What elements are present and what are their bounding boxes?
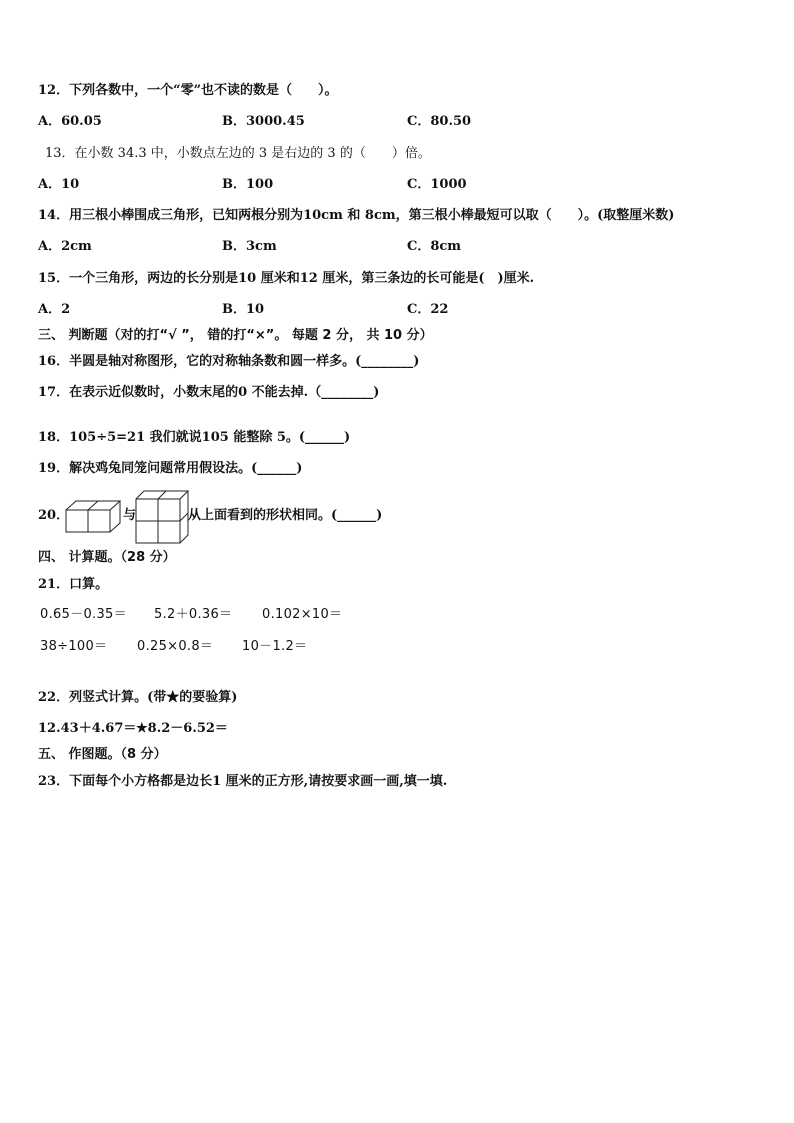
question-15-option-a: A．2: [38, 302, 71, 317]
vertical-calc-item-2: ★8.2－6.52＝: [136, 721, 228, 736]
mental-calc-item: 0.102×10＝: [262, 607, 343, 622]
question-14-stem: 14．用三根小棒围成三角形，已知两根分别为10cm 和 8cm，第三根小棒最短可以取（ ）。(取整厘米数): [38, 208, 675, 223]
mental-calc-item: 10－1.2＝: [242, 639, 308, 654]
question-12-option-b: B．3000.45: [222, 114, 305, 129]
vertical-calc-item-1: 12.43＋4.67＝: [38, 721, 137, 736]
mental-calc-item: 0.25×0.8＝: [137, 639, 214, 654]
question-16: 16．半圆是轴对称图形，它的对称轴条数和圆一样多。(________): [38, 354, 420, 369]
question-15-option-c: C．22: [407, 302, 449, 317]
question-21-stem: 21．口算。: [38, 577, 109, 592]
question-17: 17．在表示近似数时，小数末尾的0 不能去掉.（________): [38, 385, 380, 400]
question-20-connector: 与: [123, 508, 137, 523]
section-3-heading: 三、 判断题（对的打“√ ”， 错的打“×”。 每题 2 分， 共 10 分）: [38, 328, 433, 343]
two-cube-figure: [64, 498, 122, 536]
mental-calc-item: 5.2＋0.36＝: [154, 607, 233, 622]
question-15-stem: 15．一个三角形，两边的长分别是10 厘米和12 厘米，第三条边的长可能是( )厘米.: [38, 271, 535, 286]
question-20-tail: 从上面看到的形状相同。(______): [188, 508, 383, 523]
question-14-option-a: A．2cm: [38, 239, 92, 254]
question-13-option-b: B．100: [222, 177, 274, 192]
question-20-number: 20．: [38, 508, 70, 523]
question-13-stem: 13．在小数 34.3 中，小数点左边的 3 是右边的 3 的（ ）倍。: [45, 146, 431, 161]
question-13-option-a: A．10: [38, 177, 80, 192]
question-22-stem: 22．列竖式计算。(带★的要验算): [38, 690, 238, 705]
question-23: 23．下面每个小方格都是边长1 厘米的正方形,请按要求画一画,填一填.: [38, 774, 448, 789]
four-cube-figure: [134, 489, 190, 545]
question-18: 18．105÷5=21 我们就说105 能整除 5。(______): [38, 430, 351, 445]
question-15-option-b: B．10: [222, 302, 265, 317]
question-12-option-a: A．60.05: [38, 114, 102, 129]
question-14-option-b: B．3cm: [222, 239, 277, 254]
section-5-heading: 五、 作图题。（8 分）: [38, 747, 167, 762]
question-12-stem: 12．下列各数中，一个“零”也不读的数是（ ）。: [38, 83, 338, 98]
question-13-option-c: C．1000: [407, 177, 467, 192]
question-14-option-c: C．8cm: [407, 239, 462, 254]
mental-calc-item: 0.65－0.35＝: [40, 607, 127, 622]
question-12-option-c: C．80.50: [407, 114, 472, 129]
section-4-heading: 四、 计算题。（28 分）: [38, 550, 176, 565]
question-19: 19．解决鸡兔同笼问题常用假设法。(______): [38, 461, 303, 476]
mental-calc-item: 38÷100＝: [40, 639, 108, 654]
